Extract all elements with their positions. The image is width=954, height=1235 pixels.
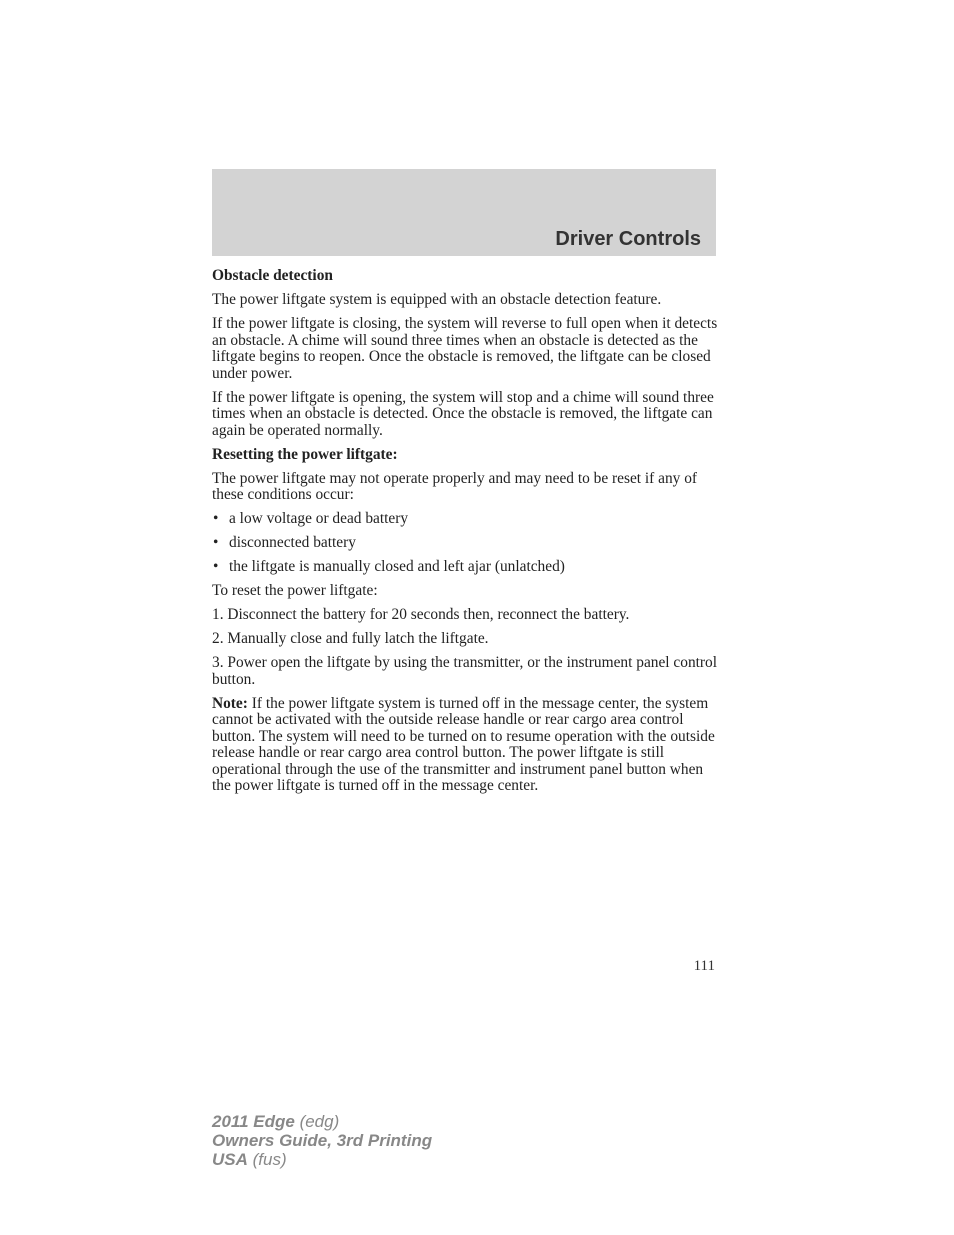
list-item (212, 511, 718, 528)
heading-resetting: Resetting the power liftgate: (212, 445, 398, 463)
list-item-text: a low voltage or dead battery (229, 510, 409, 527)
footer-line-guide: Owners Guide, 3rd Printing (212, 1131, 433, 1150)
step-3: 3. Power open the liftgate by using the transmitter, or the instrument panel control button. (212, 654, 718, 688)
footer-line-model (212, 1112, 432, 1131)
list-item (212, 559, 718, 576)
note-paragraph (212, 696, 718, 795)
section-title: Driver Controls (555, 228, 701, 250)
step-1: 1. Disconnect the battery for 20 seconds then, reconnect the battery. (212, 606, 630, 623)
note-label: Note: (212, 694, 248, 712)
list-item-text: the liftgate is manually closed and left ajar (unlatched) (229, 558, 565, 575)
bullet-icon: • (213, 510, 219, 527)
heading-obstacle-detection: Obstacle detection (212, 267, 333, 284)
paragraph-reset-steps-intro: To reset the power liftgate: (212, 582, 378, 599)
paragraph-reset-intro: The power liftgate may not operate properly and may need to be reset if any of these conditions occur: (212, 469, 698, 503)
paragraph-closing: If the power liftgate is closing, the system will reverse to full open when it detects an obstacle. A chime will sound three times when an obstacle is detected as the liftgate begins to reopen. Once the obstacle is removed, the liftgate can be closed under power. (212, 315, 718, 382)
document-footer (212, 1112, 432, 1169)
bullet-icon: • (213, 558, 219, 575)
footer-model-code: (edg) (294, 1112, 340, 1131)
paragraph-opening: If the power liftgate is opening, the system will stop and a chime will sound three times when an obstacle is detected. Once the obstacle is removed, the liftgate can again be operated normally. (212, 388, 714, 439)
bullet-icon: • (213, 534, 219, 551)
page-content (212, 268, 718, 802)
note-text: If the power liftgate system is turned off in the message center, the system cannot be activated with the outside release handle or rear cargo area control button. The system will need to be turned on to resume operation with the outside release handle or rear cargo area control button. The power liftgate is still operational through the use of the transmitter and instrument panel button when the power liftgate is turned off in the message center. (212, 694, 715, 794)
footer-line-market (212, 1150, 432, 1169)
step-2: 2. Manually close and fully latch the liftgate. (212, 630, 489, 647)
paragraph-intro: The power liftgate system is equipped with an obstacle detection feature. (212, 291, 662, 308)
footer-model-name: 2011 Edge (212, 1112, 295, 1131)
section-header-band (212, 169, 716, 256)
conditions-list (212, 511, 718, 576)
footer-market-name: USA (212, 1150, 248, 1169)
page-number: 111 (693, 958, 715, 974)
list-item (212, 535, 718, 552)
footer-market-code: (fus) (247, 1150, 287, 1169)
list-item-text: disconnected battery (229, 534, 356, 551)
